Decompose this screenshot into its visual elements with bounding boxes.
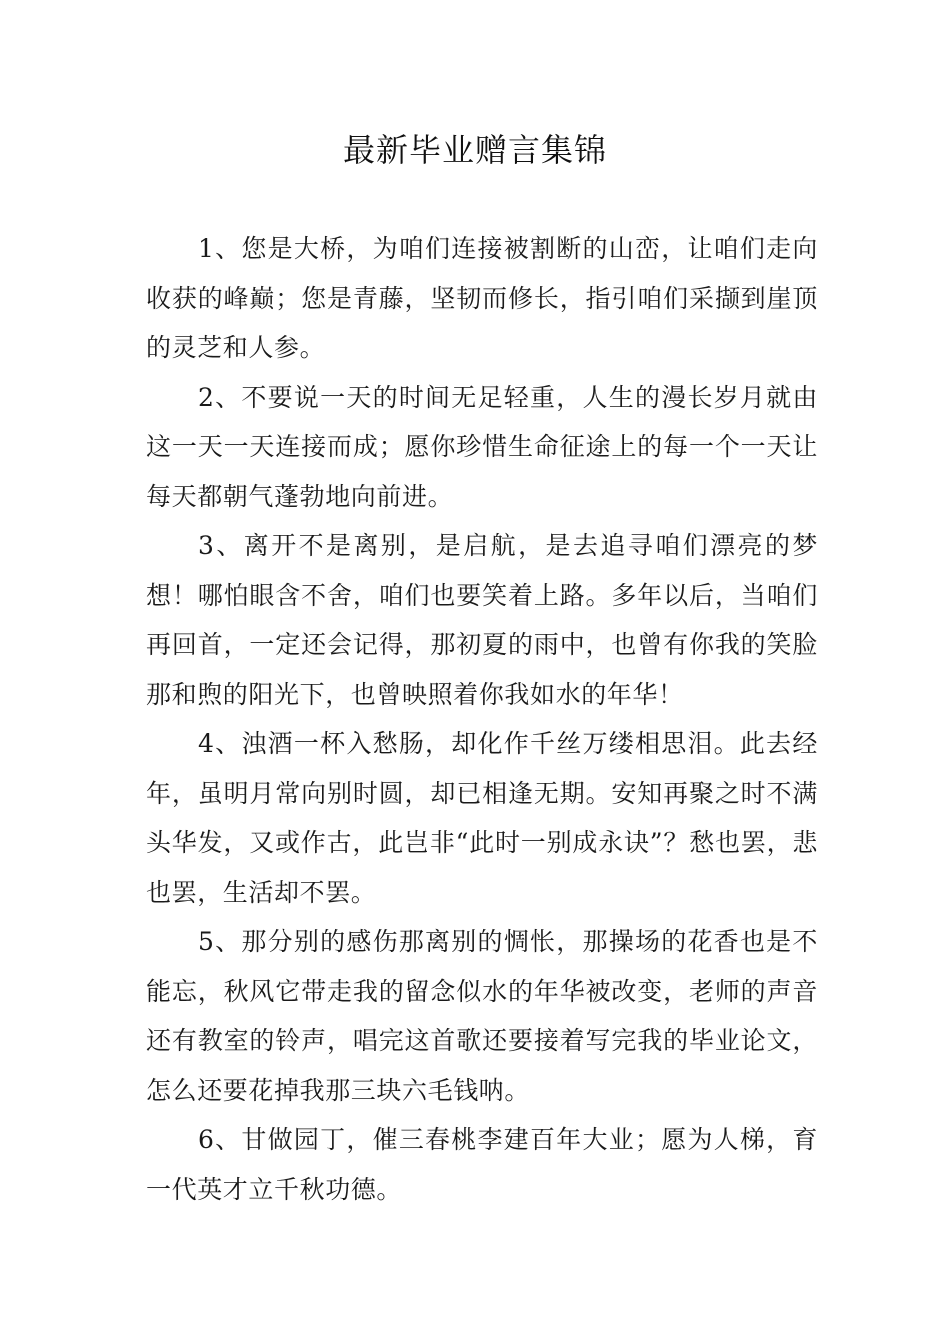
paragraph-1: 1、您是大桥，为咱们连接被割断的山峦，让咱们走向收获的峰巅；您是青藤，坚韧而修长，指引咱们采撷到崖顶的灵芝和人参。 xyxy=(146,234,818,362)
paragraph-3: 3、离开不是离别，是启航，是去追寻咱们漂亮的梦想！哪怕眼含不舍，咱们也要笑着上路。多年以后，当咱们再回首，一定还会记得，那初夏的雨中，也曾有你我的笑脸那和煦的阳光下，也曾映照着你我如水的年华！ xyxy=(146,531,818,709)
document-body xyxy=(146,224,818,1214)
paragraph-4: 4、浊酒一杯入愁肠，却化作千丝万缕相思泪。此去经年，虽明月常向别时圆，却已相逢无期。安知再聚之时不满头华发，又或作古，此岂非“此时一别成永诀”？愁也罢，悲也罢，生活却不罢。 xyxy=(146,729,818,907)
paragraph-2: 2、不要说一天的时间无足轻重，人生的漫长岁月就由这一天一天连接而成；愿你珍惜生命征途上的每一个一天让每天都朝气蓬勃地向前进。 xyxy=(146,382,818,511)
paragraph-6: 6、甘做园丁，催三春桃李建百年大业；愿为人梯，育一代英才立千秋功德。 xyxy=(146,1125,818,1204)
document-title: 最新毕业赠言集锦 xyxy=(342,131,607,169)
paragraph-5: 5、那分别的感伤那离别的惆怅，那操场的花香也是不能忘，秋风它带走我的留念似水的年华被改变，老师的声音还有教室的铃声，唱完这首歌还要接着写完我的毕业论文，怎么还要花掉我那三块六毛钱呐。 xyxy=(146,927,818,1105)
